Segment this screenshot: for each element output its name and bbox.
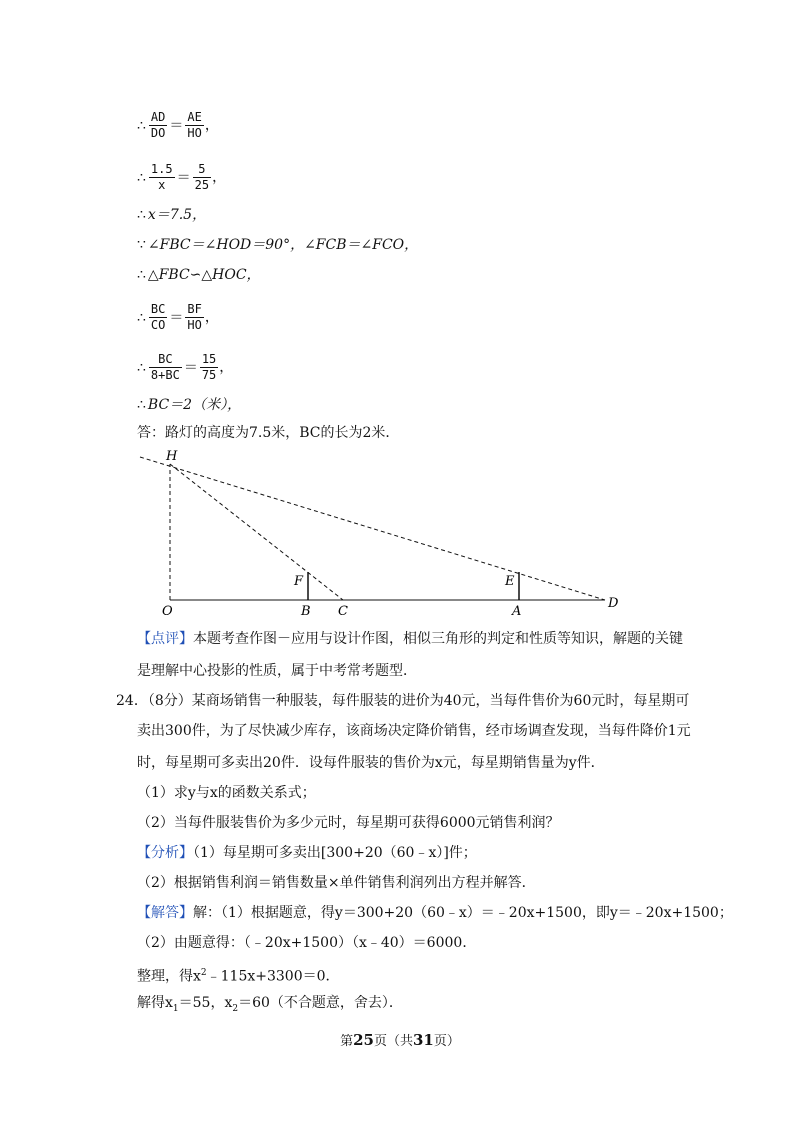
label-a: A (512, 604, 522, 618)
label-e: E (505, 574, 515, 589)
label-f: F (294, 574, 304, 589)
comment-tag: 【点评】 (137, 631, 193, 647)
fraction-bc-co: $\frac{BC}{CO}$ (150, 302, 166, 332)
label-c: C (338, 604, 348, 618)
fraction-15-x: $\frac{1.5}{x}$ (150, 162, 173, 192)
step-4: ∵ ∠FBC＝∠HOD＝90°，∠FCB＝∠FCO， (137, 237, 419, 253)
ray-hd (140, 457, 605, 600)
q24-line-1: 24．（8分）某商场销售一种服装，每件服装的进价为40元，当每件售价为60元时，每星期可 (116, 693, 690, 709)
solution-line-2: （2）由题意得：（﹣20x+1500）（x﹣40）＝6000． (137, 935, 477, 951)
fraction-5-25: $\frac{5}{25}$ (194, 162, 210, 192)
step-8: ∴ BC＝2（米）， (137, 397, 242, 413)
fraction-bc-8bc: $\frac{BC}{8+BC}$ (150, 352, 180, 382)
label-h: H (166, 449, 178, 464)
step-6: ∴ $\frac{BC}{CO}$ ＝ $\frac{BF}{HO}$ ， (137, 302, 219, 332)
fraction-bf-ho: $\frac{BF}{HO}$ (187, 302, 202, 332)
label-d: D (608, 596, 619, 611)
ray-hc (170, 464, 343, 600)
step-3: ∴ x＝7.5， (137, 207, 207, 223)
therefore-symbol: ∴ (137, 169, 146, 186)
step-1: ∴ $\frac{AD}{DO}$ ＝ $\frac{AE}{HO}$ ， (137, 110, 219, 140)
q24-sub-2: （2）当每件服装售价为多少元时，每星期可获得6000元销售利润？ (137, 815, 560, 831)
fraction-15-75: $\frac{15}{75}$ (201, 352, 217, 382)
label-b: B (301, 604, 311, 618)
label-o: O (162, 604, 173, 618)
q24-sub-1: （1）求y与x的函数关系式； (137, 785, 316, 801)
analysis-line-2: （2）根据销售利润＝销售数量×单件销售利润列出方程并解答． (137, 875, 536, 891)
solution-line-4: 解得$x_1=55$，$x_2=60$（不合题意，舍去）． (137, 995, 403, 1014)
step-2: ∴ $\frac{1.5}{x}$ ＝ $\frac{5}{25}$ ， (137, 162, 227, 192)
analysis-tag: 【分析】 (137, 845, 193, 861)
fraction-ae-ho: $\frac{AE}{HO}$ (187, 110, 202, 140)
step-7: ∴ $\frac{BC}{8+BC}$ ＝ $\frac{15}{75}$ ， (137, 352, 234, 382)
page-footer: 第25页（共31页） (340, 1031, 460, 1049)
step-5: ∴ △FBC∽△HOC， (137, 267, 261, 283)
comment-line-1: 【点评】本题考查作图－应用与设计作图，相似三角形的判定和性质等知识，解题的关键 (137, 631, 683, 647)
light-shadow-figure (130, 448, 630, 618)
therefore-symbol: ∴ (137, 117, 146, 134)
analysis-line-1: 【分析】（1）每星期可多卖出[300+20（60﹣x）]件； (137, 845, 477, 861)
comment-line-2: 是理解中心投影的性质，属于中考常考题型． (137, 663, 417, 679)
answer-line: 答：路灯的高度为7.5米，BC的长为2米． (137, 425, 400, 441)
q24-line-3: 时，每星期可多卖出20件．设每件服装的售价为x元，每星期销售量为y件． (137, 755, 605, 771)
page-number: 25 (353, 1031, 374, 1049)
total-pages: 31 (413, 1031, 434, 1049)
q24-line-2: 卖出300件，为了尽快减少库存，该商场决定降价销售，经市场调查发现，当每件降价1元 (137, 723, 691, 739)
solution-line-1: 【解答】解：（1）根据题意，得y＝300+20（60﹣x）＝﹣20x+1500，即y＝﹣20x+1500； (137, 905, 733, 921)
solution-line-3: 整理，得$x^2﹣115x+3300=0$． (137, 968, 340, 985)
solution-tag: 【解答】 (137, 905, 193, 921)
fraction-ad-do: $\frac{AD}{DO}$ (150, 110, 166, 140)
